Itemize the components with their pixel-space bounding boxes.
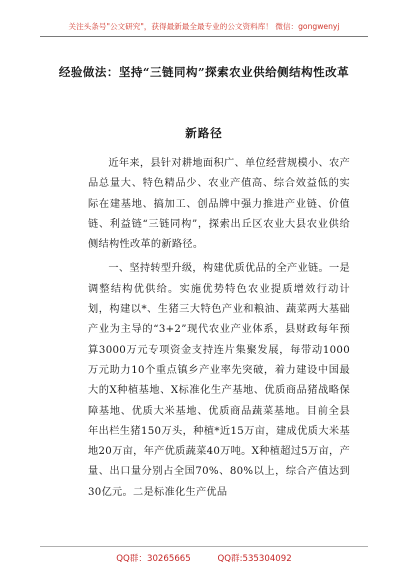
document-subtitle: 新路径 [185, 126, 223, 140]
page-header [0, 14, 408, 33]
footer-qq-group-2: QQ群:535304092 [217, 554, 292, 564]
paragraph-intro: 近年来，县针对耕地面积广、单位经营规模小、农产品总量大、特色精品少、农业产值高、综合效益低的实际在建基地、搞加工、创品牌中强力推进产业链、价值链、利益链“三链同构”，探索出丘区农业大县农业供给侧结构性改革的新路径。 [88, 158, 350, 251]
document-body [88, 154, 350, 503]
header-notice: 关注头条号"公文研究"，获得最新最全最专业的公文资料库！ 微信：gongwenyj [68, 22, 340, 31]
document-title: 经验做法：坚持“三链同构”探索农业供给侧结构性改革 [58, 65, 350, 79]
header-divider [40, 36, 368, 37]
paragraph-section-1: 一、坚持转型升级，构建优质优品的全产业链。一是调整结构优供给。实施优势特色农业提质增效行动计划，构建以*、生猪三大特色产业和粮油、蔬菜两大基础产业为主导的“3+2”现代农业产业体系，县财政每年预算3000万元专项资金支持连片集聚发展，每带动1000万元助力10个重点镇乡产业率先突破，着力建设中国最大的X种植基地、X标准化生产基地、优质商品猪战略保障基地、优质大米基地、优质商品蔬菜基地。目前全县年出栏生猪150万头，种植*近15万亩，建成优质大米基地20万亩，年产优质蔬菜40万吨。X种植超过5万亩，产量、出口量分别占全国70%、80%以上，综合产值达到30亿元。二是标准化生产优品 [88, 263, 350, 498]
footer-qq-group-1: QQ群：30265665 [116, 554, 191, 564]
footer-divider [40, 546, 368, 547]
page-footer [0, 552, 408, 564]
